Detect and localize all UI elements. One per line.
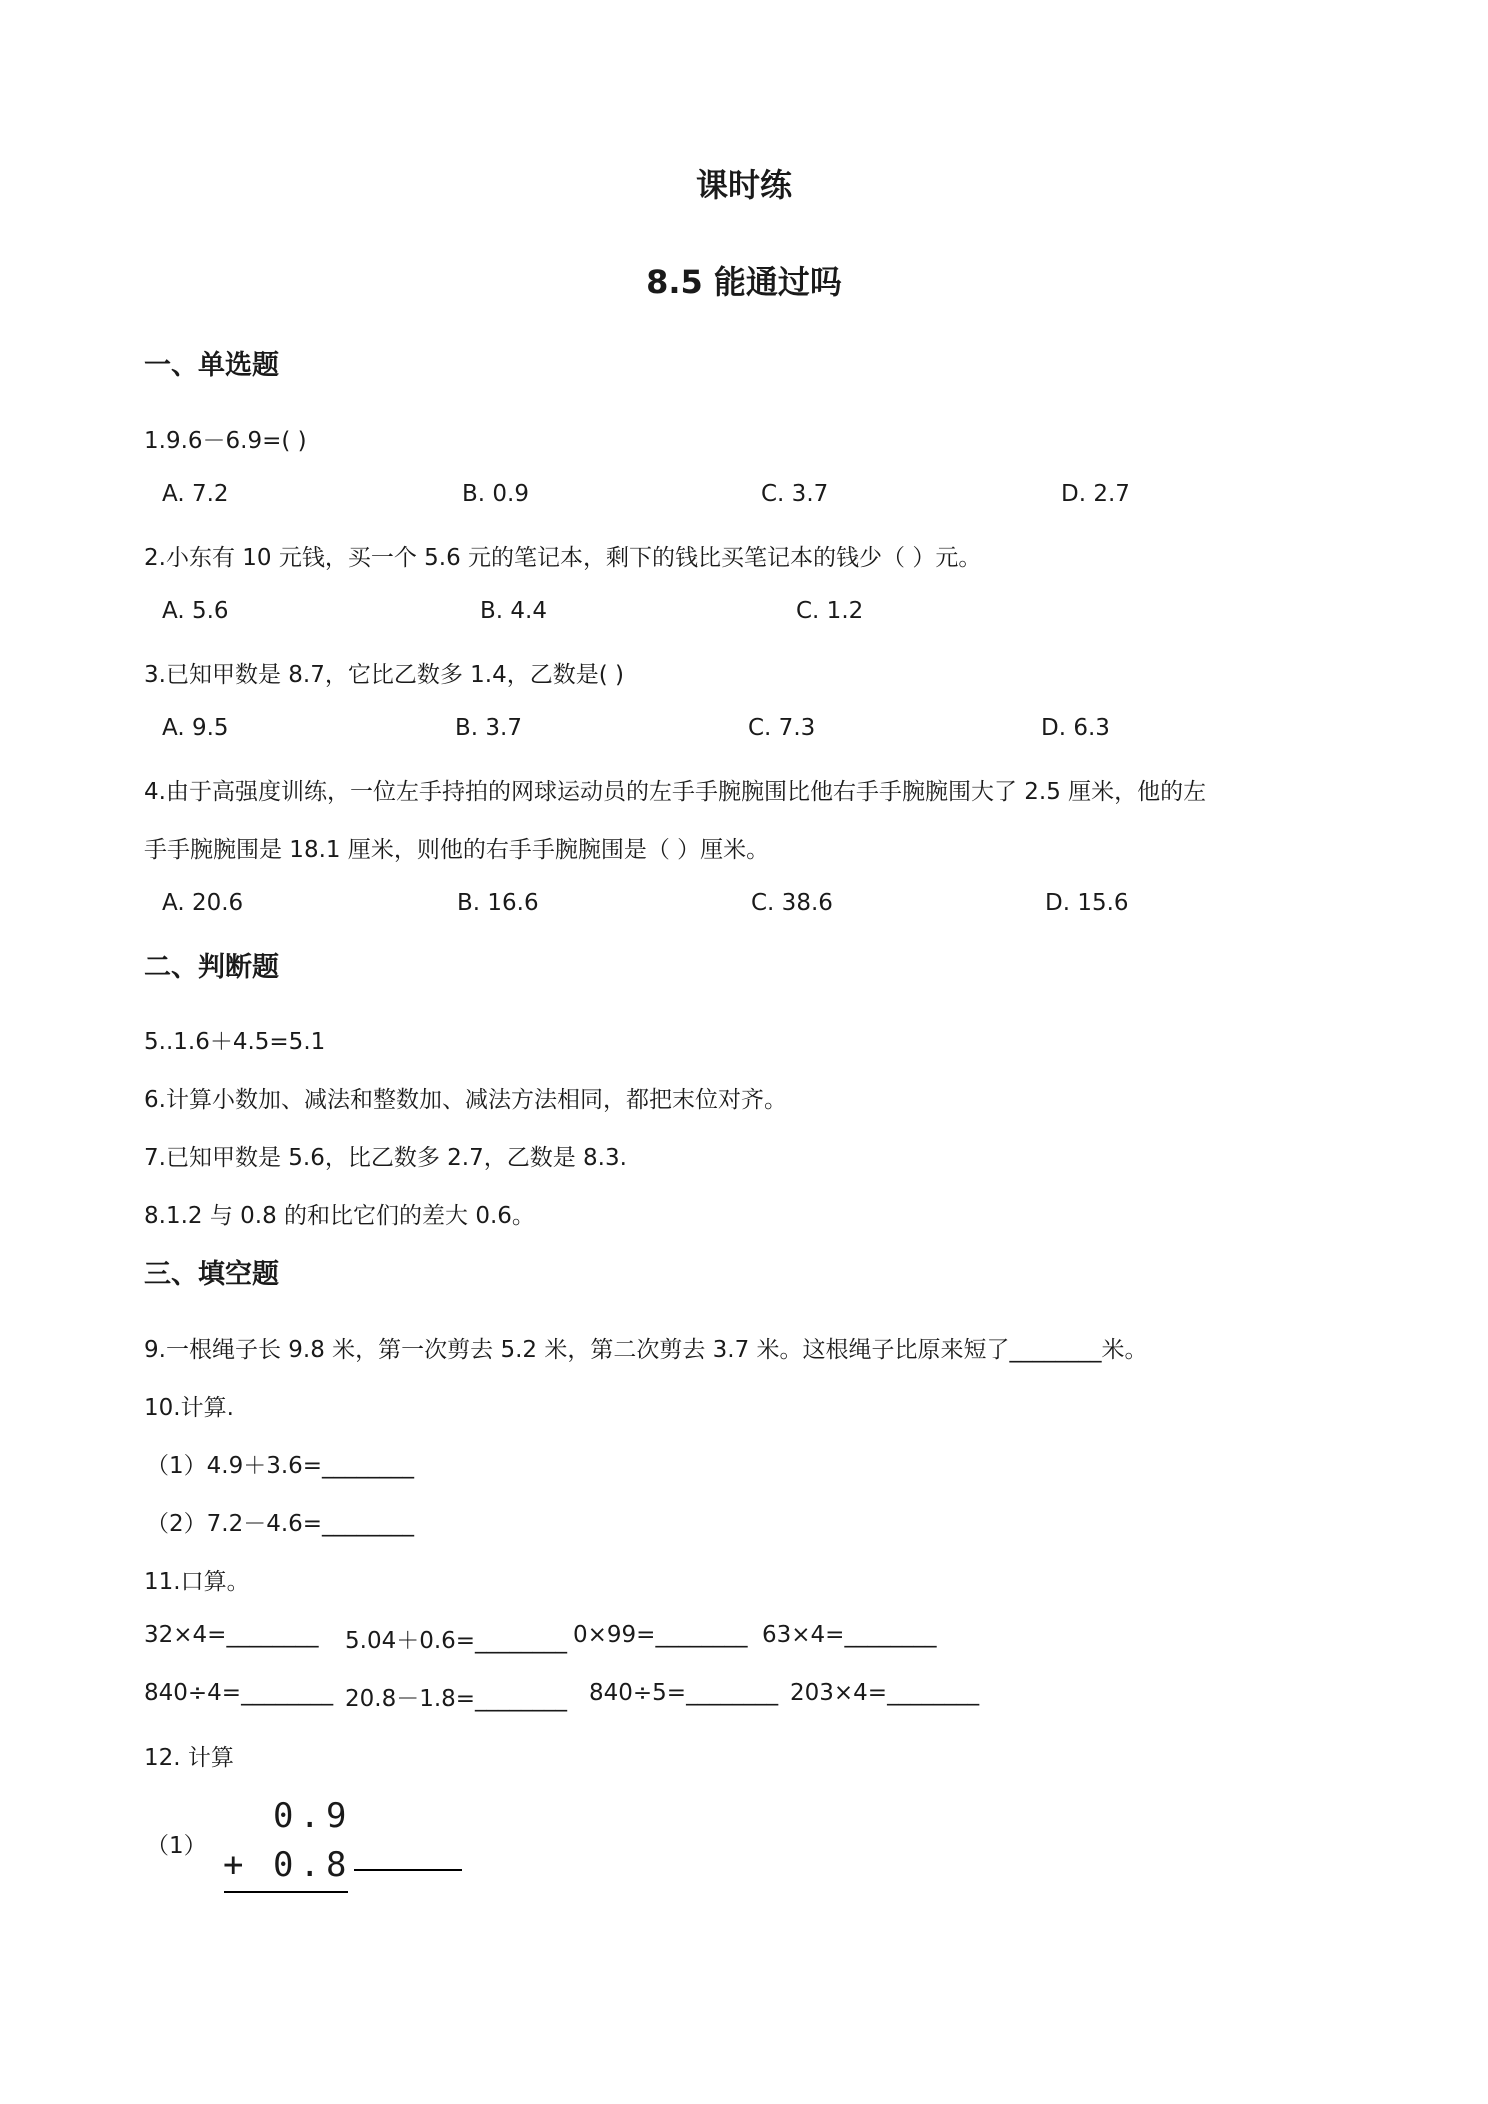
q12-sum-line	[224, 1891, 348, 1893]
q12-plus-sign: +	[223, 1845, 244, 1885]
q2-option-b: B. 4.4	[480, 598, 547, 624]
q11-item: 840÷5=________	[589, 1680, 779, 1706]
question-6: 6.计算小数加、减法和整数加、减法方法相同，都把末位对齐。	[144, 1087, 787, 1113]
q11-item: 5.04＋0.6=________	[345, 1628, 568, 1654]
question-10-part-1: （1）4.9＋3.6=________	[146, 1453, 415, 1479]
section-fill-blank: 三、填空题	[144, 1259, 279, 1290]
q4-option-a: A. 20.6	[162, 890, 244, 916]
q1-option-d: D. 2.7	[1061, 481, 1130, 507]
q2-option-a: A. 5.6	[162, 598, 229, 624]
q1-option-a: A. 7.2	[162, 481, 229, 507]
q11-item: 840÷4=________	[144, 1680, 334, 1706]
question-5: 5..1.6＋4.5=5.1	[144, 1029, 326, 1055]
q3-option-b: B. 3.7	[455, 715, 522, 741]
q3-option-c: C. 7.3	[748, 715, 816, 741]
q12-part-label: （1）	[146, 1833, 207, 1859]
question-11: 11.口算。	[144, 1569, 250, 1595]
question-8: 8.1.2 与 0.8 的和比它们的差大 0.6。	[144, 1203, 535, 1229]
q11-item: 63×4=________	[762, 1622, 937, 1648]
lesson-subtitle: 8.5 能通过吗	[646, 263, 842, 301]
worksheet-title: 课时练	[695, 166, 792, 204]
q11-item: 0×99=________	[573, 1622, 748, 1648]
q1-option-c: C. 3.7	[761, 481, 829, 507]
q4-option-d: D. 15.6	[1045, 890, 1129, 916]
question-1: 1.9.6－6.9=( )	[144, 428, 307, 454]
question-3: 3.已知甲数是 8.7，它比乙数多 1.4，乙数是( )	[144, 662, 624, 688]
q11-item: 32×4=________	[144, 1622, 319, 1648]
question-10-part-2: （2）7.2－4.6=________	[146, 1511, 415, 1537]
q12-answer-line	[354, 1869, 462, 1871]
question-9: 9.一根绳子长 9.8 米，第一次剪去 5.2 米，第二次剪去 3.7 米。这根绳子比原来短了________米。	[144, 1337, 1148, 1363]
section-single-choice: 一、单选题	[144, 350, 279, 381]
question-12: 12. 计算	[144, 1745, 234, 1771]
question-4-line1: 4.由于高强度训练，一位左手持拍的网球运动员的左手手腕腕围比他右手手腕腕围大了 2.5 厘米，他的左	[144, 779, 1207, 805]
question-10: 10.计算.	[144, 1395, 234, 1421]
q12-top-number: 0.9	[273, 1796, 353, 1836]
q3-option-a: A. 9.5	[162, 715, 229, 741]
q3-option-d: D. 6.3	[1041, 715, 1110, 741]
section-true-false: 二、判断题	[144, 952, 279, 983]
q11-item: 20.8－1.8=________	[345, 1686, 568, 1712]
q2-option-c: C. 1.2	[796, 598, 864, 624]
q12-bottom-number: 0.8	[273, 1845, 353, 1885]
q11-item: 203×4=________	[790, 1680, 980, 1706]
q1-option-b: B. 0.9	[462, 481, 529, 507]
q4-option-b: B. 16.6	[457, 890, 539, 916]
question-4-line2: 手手腕腕围是 18.1 厘米，则他的右手手腕腕围是（ ）厘米。	[144, 837, 770, 863]
question-7: 7.已知甲数是 5.6，比乙数多 2.7，乙数是 8.3.	[144, 1145, 627, 1171]
q4-option-c: C. 38.6	[751, 890, 833, 916]
question-2: 2.小东有 10 元钱，买一个 5.6 元的笔记本，剩下的钱比买笔记本的钱少（ ）元。	[144, 545, 982, 571]
